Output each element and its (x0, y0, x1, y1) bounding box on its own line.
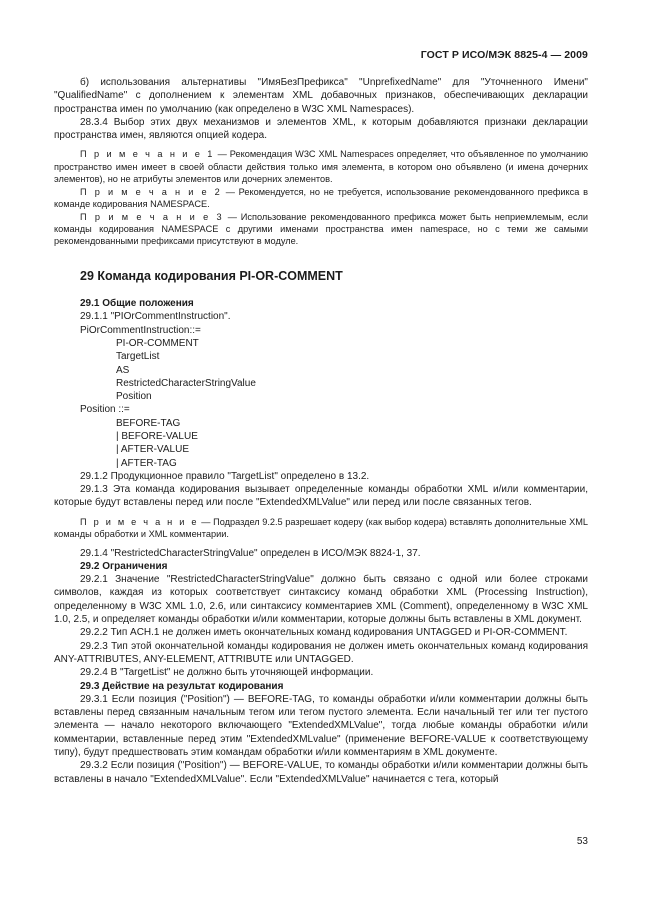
note-2 (54, 186, 588, 211)
page-number: 53 (576, 836, 588, 847)
paragraph-29-2-3: 29.2.3 Тип этой окончательной команды кодирования не должен иметь окончательных команд кодирования ANY-ATTRIBUTES, ANY-ELEMENT, ATTRIBUTE или UNTAGGED. (54, 640, 588, 665)
production-line: | AFTER-TAG (116, 457, 177, 469)
note-1 (54, 148, 588, 185)
production-1-body (54, 337, 588, 403)
running-header: ГОСТ Р ИСО/МЭК 8825-4 — 2009 (420, 49, 588, 61)
note-2-text: — Рекомендуется, но не требуется, использование рекомендованного префикса в команде кодирования NAMESPACE. (54, 186, 588, 210)
note-4-label: П р и м е ч а н и е (80, 516, 199, 527)
note-3-text: — Использование рекомендованного префикса может быть неприемлемым, если команды кодирования NAMESPACE с другими именами пространства имен namespace, но с теми же самыми рекомендованными префиксами присутствуют в модуле. (54, 211, 588, 247)
paragraph-29-1-2: 29.1.2 Продукционное правило "TargetList" определено в 13.2. (80, 470, 370, 482)
subsection-29-3-title: 29.3 Действие на результат кодирования (80, 680, 284, 692)
paragraph-29-3-2: 29.3.2 Если позиция ("Position") — BEFORE-VALUE, то команды обработки и/или комментарии должны быть вставлены в начало "ExtendedXMLValue". Если "ExtendedXMLValue" начинается с тега, который (54, 760, 588, 785)
production-line: AS (116, 364, 130, 376)
paragraph-29-3-1: 29.3.1 Если позиция ("Position") — BEFORE-TAG, то команды обработки и/или комментарии должны быть вставлены перед связанным начальным тегом или тегом пустого элемента. Если начальный тег или тег пустого элемента — начало некоторого включающего "ExtendedXMLValue", тогда любые команды обработки и/или комментарии, вставленные перед этим "ExtendedXMLvalue" (применение BEFORE-VALUE к соответствующему типу), будут предшествовать этим командам обработки и/или комментариям в XML документе. (54, 693, 588, 759)
note-2-label: П р и м е ч а н и е 2 (80, 186, 222, 197)
note-3-label: П р и м е ч а н и е 3 (80, 211, 224, 222)
production-line: | BEFORE-VALUE (116, 431, 198, 442)
paragraph-29-1-3: 29.1.3 Эта команда кодирования вызывает определенные команды обработки XML и/или комментарии, которые будут вставлены перед или после "ExtendedXMLValue" или перед или после связанных тегов. (54, 484, 588, 509)
paragraph-29-1-4: 29.1.4 "RestrictedCharacterStringValue" определен в ИСО/МЭК 8824-1, 37. (80, 547, 421, 559)
production-2-body (54, 417, 588, 470)
production-line: TargetList (116, 351, 160, 363)
section-29-title: 29 Команда кодирования PI-OR-COMMENT (80, 268, 343, 283)
page-content (54, 76, 588, 786)
paragraph-29-2-1: 29.2.1 Значение "RestrictedCharacterStringValue" должно быть связано с одной или более строками символов, каждая из которых соответствует синтаксису команд обработки XML (Processing Instruction), определенному в W3C XML 1.0, 2.6, или синтаксису комментариев XML (Comment), определенному в W3C XML 1.0, 2.5, и определяет команды обработки и/или комментарии, которые должны быть вставлены в XML документ. (54, 574, 588, 626)
production-1-head: PiOrCommentInstruction::= (80, 324, 201, 336)
production-line: PI-OR-COMMENT (116, 337, 199, 349)
note-4-text: — Подраздел 9.2.5 разрешает кодеру (как выбор кодера) вставлять дополнительные XML команды обработки и XML комментарии. (54, 516, 588, 540)
note-1-text: — Рекомендация W3C XML Namespaces определяет, что объявленное по умолчанию пространство имен имеет в своей области действия только имя элемента, в котором оно объявлено (и имена дочерних элементов), но не атрибуты элементов или дочерних элементов. (54, 149, 588, 185)
paragraph-29-1-1: 29.1.1 "PIOrCommentInstruction". (80, 311, 231, 323)
paragraph-28-3-4: 28.3.4 Выбор этих двух механизмов и элементов XML, к которым добавляются признаки декларации пространства имен, являются опцией кодера. (54, 116, 588, 142)
subsection-29-1-title: 29.1 Общие положения (80, 298, 194, 310)
production-line: RestrictedCharacterStringValue (116, 377, 256, 389)
note-4 (54, 516, 588, 541)
paragraph-b: б) использования альтернативы "ИмяБезПрефикса" "UnprefixedName" для "Уточненного Имени" "QualifiedName" с дополнением к элементам XML добавочных признаков, обеспечивающих декларации пространства имен по умолчанию (как определено в W3C XML Namespaces). (54, 77, 588, 115)
production-line: Position (116, 391, 152, 403)
note-1-label: П р и м е ч а н и е 1 (80, 149, 215, 160)
note-3 (54, 211, 588, 248)
paragraph-29-2-2: 29.2.2 Тип ACH.1 не должен иметь окончательных команд кодирования UNTAGGED и PI-OR-COMMENT. (80, 627, 568, 639)
production-2-head: Position ::= (80, 404, 130, 416)
production-line: | AFTER-VALUE (116, 444, 189, 456)
production-line: BEFORE-TAG (116, 417, 181, 429)
paragraph-29-2-4: 29.2.4 В "TargetList" не должно быть уточняющей информации. (80, 667, 374, 679)
subsection-29-2-title: 29.2 Ограничения (80, 560, 168, 572)
